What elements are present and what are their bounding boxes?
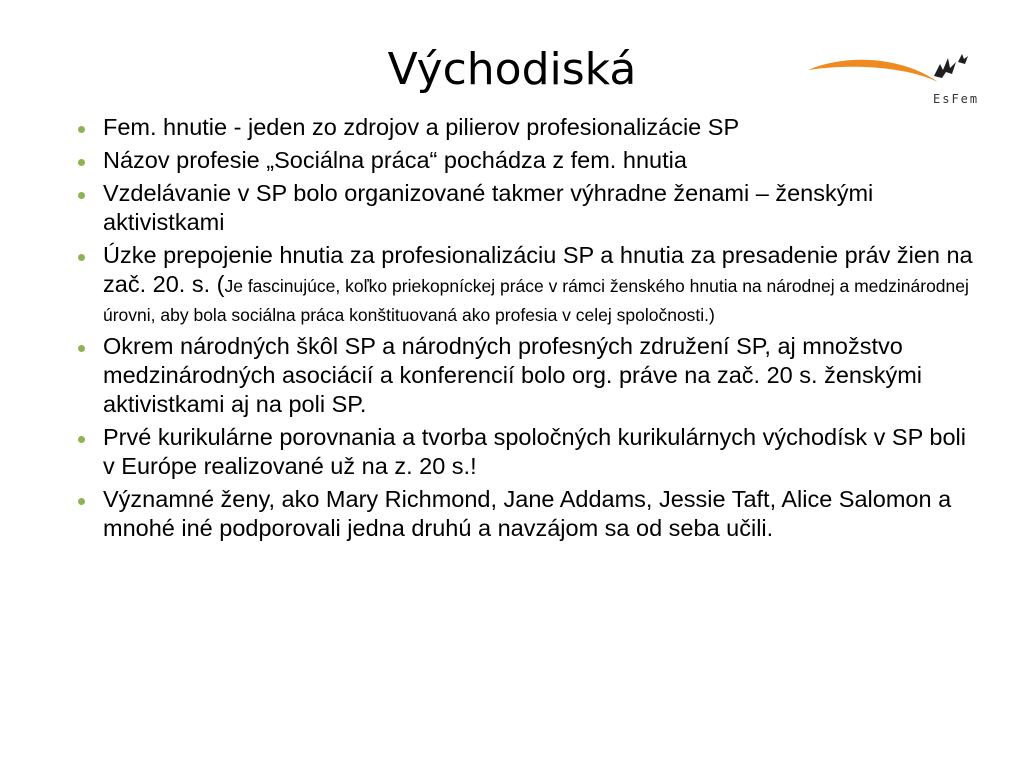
bullet-dot-icon bbox=[78, 192, 85, 199]
logo-bird-icon bbox=[934, 58, 956, 78]
bullet-text: Prvé kurikulárne porovnania a tvorba spoločných kurikulárnych východísk v SP boli v Európe realizované už na z. 20 s.! bbox=[103, 424, 966, 479]
bullet-dot-icon bbox=[78, 159, 85, 166]
bullet-item bbox=[76, 179, 976, 237]
bullet-dot-icon bbox=[78, 498, 85, 505]
logo-bird-icon-small bbox=[958, 54, 968, 64]
logo-text: EsFem bbox=[933, 92, 980, 106]
bullet-item bbox=[76, 485, 976, 543]
bullet-dot-icon bbox=[78, 345, 85, 352]
bullet-text: Významné ženy, ako Mary Richmond, Jane Addams, Jessie Taft, Alice Salomon a mnohé iné podporovali jedna druhú a navzájom sa od seba učili. bbox=[103, 486, 952, 541]
logo-swoosh bbox=[808, 60, 938, 82]
bullet-item bbox=[76, 113, 976, 142]
bullet-text: Vzdelávanie v SP bolo organizované takmer výhradne ženami – ženskými aktivistkami bbox=[103, 180, 874, 235]
bullet-dot-icon bbox=[78, 126, 85, 133]
bullet-item bbox=[76, 241, 976, 328]
bullet-text: Okrem národných škôl SP a národných profesných združení SP, aj množstvo medzinárodných asociácií a konferencií bolo org. práve na zač. 20 s. ženskými aktivistkami aj na poli SP. bbox=[103, 333, 923, 417]
bullet-dot-icon bbox=[78, 436, 85, 443]
bullet-text: Úzke prepojenie hnutia za profesionalizáciu SP a hnutia za presadenie práv žien na zač. 20. s. ( bbox=[103, 242, 973, 297]
bullet-text: Názov profesie „Sociálna práca“ pochádza z fem. hnutia bbox=[103, 147, 687, 173]
bullet-note: Je fascinujúce, koľko priekopníckej práce v rámci ženského hnutia na národnej a medzinárodnej úrovni, aby bola sociálna práca konštituovaná ako profesia v celej spoločnosti.) bbox=[103, 276, 969, 325]
bullet-item bbox=[76, 146, 976, 175]
bullet-item bbox=[76, 423, 976, 481]
bullet-text: Fem. hnutie - jeden zo zdrojov a pilierov profesionalizácie SP bbox=[103, 114, 740, 140]
bullet-item bbox=[76, 332, 976, 419]
bullet-list bbox=[76, 113, 976, 547]
slide-title: Východiská bbox=[387, 44, 637, 95]
bullet-dot-icon bbox=[78, 254, 85, 261]
